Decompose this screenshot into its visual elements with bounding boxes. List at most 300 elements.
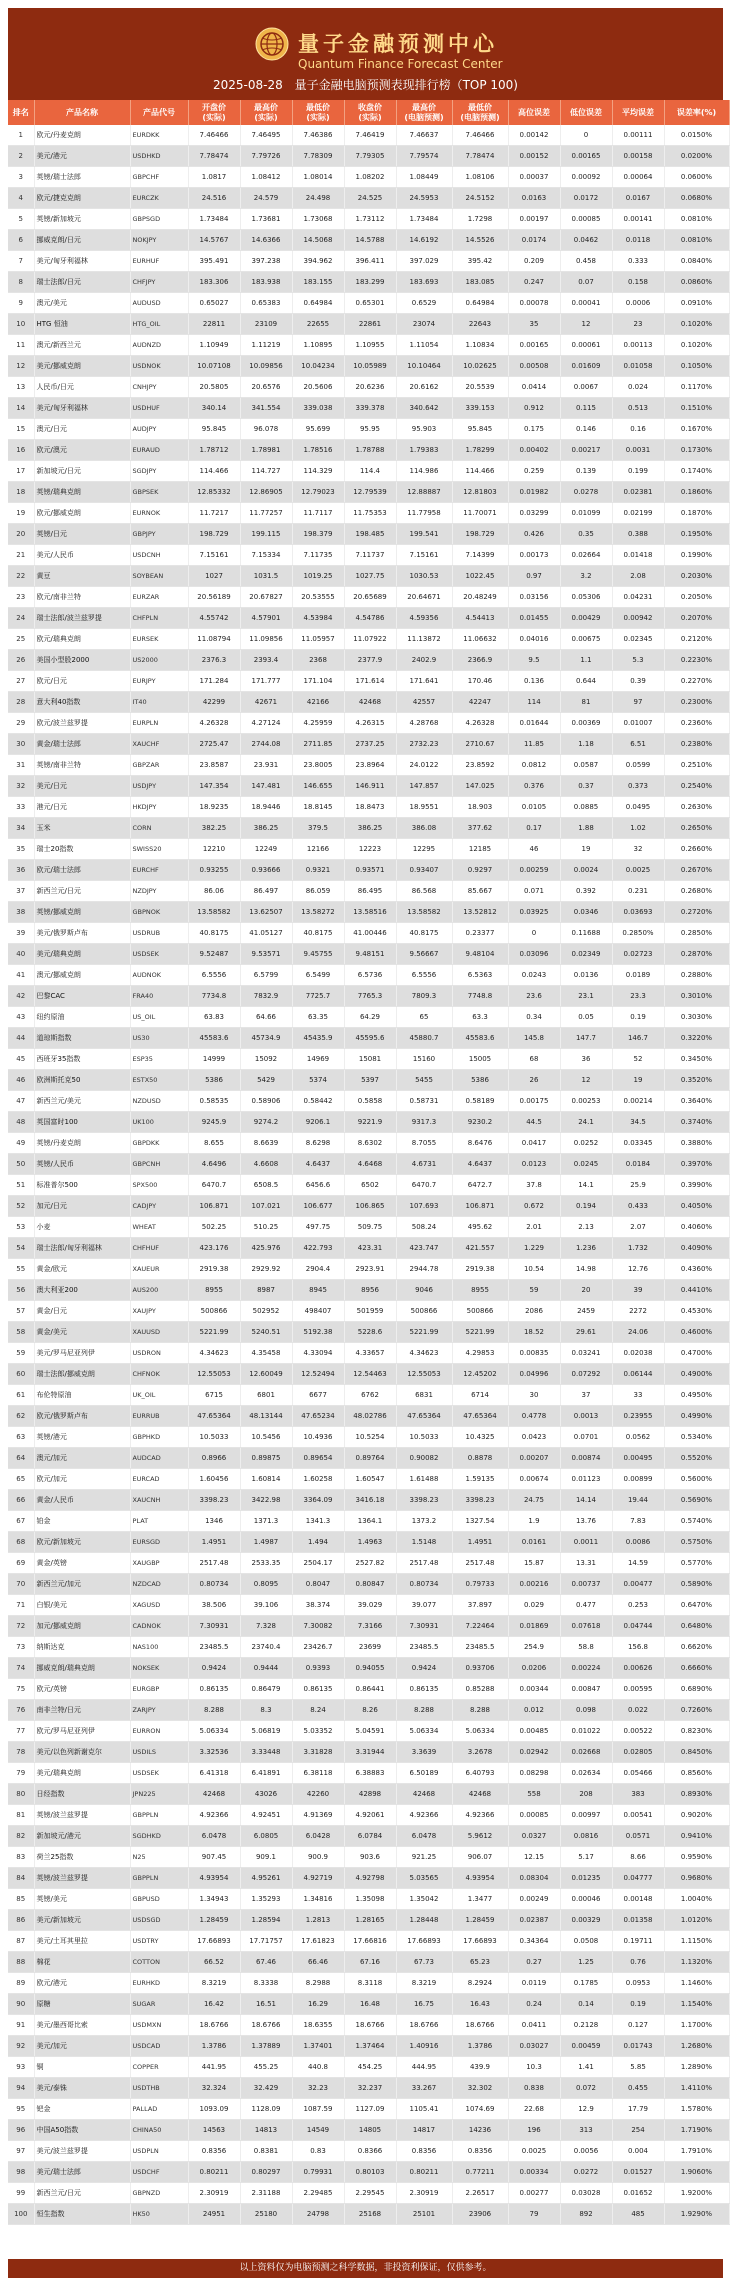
- table-cell: 0.0423: [508, 1427, 560, 1448]
- table-cell: GBPSGD: [130, 209, 188, 230]
- table-cell: 20.65689: [344, 587, 396, 608]
- table-cell: 12.85332: [188, 482, 240, 503]
- table-cell: 10.3: [508, 2057, 560, 2078]
- table-cell: 198.485: [344, 524, 396, 545]
- table-cell: 0.0105: [508, 797, 560, 818]
- table-row: [8, 1973, 729, 1994]
- table-cell: 0.05: [560, 1007, 612, 1028]
- table-cell: 14999: [188, 1049, 240, 1070]
- table-cell: 7.22464: [452, 1616, 508, 1637]
- table-cell: 10.5456: [240, 1427, 292, 1448]
- table-cell: 500866: [188, 1301, 240, 1322]
- table-cell: 24.06: [612, 1322, 664, 1343]
- table-cell: 24.498: [292, 188, 344, 209]
- table-cell: 0.00152: [508, 146, 560, 167]
- table-cell: 2.08: [612, 566, 664, 587]
- table-cell: 62: [8, 1406, 34, 1427]
- table-cell: 17.66816: [344, 1931, 396, 1952]
- table-cell: 10.09856: [240, 356, 292, 377]
- table-cell: 1.78981: [240, 440, 292, 461]
- table-cell: 903.6: [344, 1847, 396, 1868]
- table-cell: 0.00175: [508, 1091, 560, 1112]
- table-cell-error-rate: 0.6660%: [664, 1658, 729, 1679]
- column-header: 最低价 (实际): [292, 100, 344, 125]
- table-cell: 0.199: [612, 461, 664, 482]
- table-cell: 97: [612, 692, 664, 713]
- table-cell-error-rate: 0.3990%: [664, 1175, 729, 1196]
- table-cell: 0.0508: [560, 1931, 612, 1952]
- table-cell: 17.66893: [188, 1931, 240, 1952]
- table-cell: 45880.7: [396, 1028, 452, 1049]
- table-cell: 8: [8, 272, 34, 293]
- table-cell: 1364.1: [344, 1511, 396, 1532]
- table-cell: 15.87: [508, 1553, 560, 1574]
- column-header: 最高价 (电脑预测): [396, 100, 452, 125]
- table-row: [8, 1028, 729, 1049]
- column-header: 收盘价 (实际): [344, 100, 396, 125]
- table-row: [8, 1847, 729, 1868]
- table-cell: 0.0136: [560, 965, 612, 986]
- table-cell: 0.455: [612, 2078, 664, 2099]
- table-cell: 500866: [452, 1301, 508, 1322]
- table-cell: 0.02381: [612, 482, 664, 503]
- table-cell: 8.24: [292, 1700, 344, 1721]
- table-cell: 340.14: [188, 398, 240, 419]
- table-cell: 1.28459: [452, 1910, 508, 1931]
- table-cell: 20.53555: [292, 587, 344, 608]
- table-cell-error-rate: 0.0810%: [664, 230, 729, 251]
- table-cell: 170.46: [452, 671, 508, 692]
- table-cell: 95.699: [292, 419, 344, 440]
- table-cell: 20.5606: [292, 377, 344, 398]
- table-cell: 0.00142: [508, 125, 560, 146]
- table-cell: 2944.78: [396, 1259, 452, 1280]
- table-cell: 12.55053: [396, 1364, 452, 1385]
- table-cell: 14236: [452, 2120, 508, 2141]
- table-cell: 意大利40指数: [34, 692, 130, 713]
- table-cell: 0.0252: [560, 1133, 612, 1154]
- table-cell: 0.00037: [508, 167, 560, 188]
- table-cell: 0.93706: [452, 1658, 508, 1679]
- table-cell-error-rate: 0.3970%: [664, 1154, 729, 1175]
- table-cell: 23.8964: [344, 755, 396, 776]
- table-cell: 9230.2: [452, 1112, 508, 1133]
- table-cell: 0.80211: [396, 2162, 452, 2183]
- table-cell: 12295: [396, 839, 452, 860]
- table-cell: 2.29545: [344, 2183, 396, 2204]
- footer-disclaimer: 以上资料仅为电脑预测之科学数据，非投资利保证，仅供参考。: [8, 2259, 723, 2278]
- table-cell: 2725.47: [188, 734, 240, 755]
- table-cell: 35: [8, 839, 34, 860]
- table-cell: 0.644: [560, 671, 612, 692]
- table-cell: 10.04234: [292, 356, 344, 377]
- table-cell: 新加坡元/港元: [34, 1826, 130, 1847]
- table-cell: 0.209: [508, 251, 560, 272]
- table-cell: 394.962: [292, 251, 344, 272]
- table-cell: 0.00046: [560, 1889, 612, 1910]
- table-cell: 51: [8, 1175, 34, 1196]
- table-cell-error-rate: 0.5690%: [664, 1490, 729, 1511]
- table-cell: 8.6639: [240, 1133, 292, 1154]
- table-cell: 0.072: [560, 2078, 612, 2099]
- table-cell: 54: [8, 1238, 34, 1259]
- report-header: [8, 8, 723, 100]
- table-cell: 0.58189: [452, 1091, 508, 1112]
- table-cell: 5.06334: [188, 1721, 240, 1742]
- table-cell: 892: [560, 2204, 612, 2225]
- table-cell: 6.0478: [188, 1826, 240, 1847]
- table-cell-error-rate: 0.4090%: [664, 1238, 729, 1259]
- table-row: [8, 209, 729, 230]
- table-cell: 2517.48: [396, 1553, 452, 1574]
- table-cell: 欧元/俄罗斯卢布: [34, 1406, 130, 1427]
- table-cell: 9206.1: [292, 1112, 344, 1133]
- table-row: [8, 545, 729, 566]
- ranking-table: [8, 100, 730, 2225]
- table-cell: 0.00141: [612, 209, 664, 230]
- table-cell: EURCAD: [130, 1469, 188, 1490]
- table-cell: 43026: [240, 1784, 292, 1805]
- table-cell: 13: [8, 377, 34, 398]
- table-cell: XAGUSD: [130, 1595, 188, 1616]
- table-cell: 20.56189: [188, 587, 240, 608]
- table-row: [8, 2120, 729, 2141]
- table-cell: 19: [8, 503, 34, 524]
- table-cell: 1.10834: [452, 335, 508, 356]
- table-cell: 7.11735: [292, 545, 344, 566]
- table-cell: 422.793: [292, 1238, 344, 1259]
- table-cell: 26: [8, 650, 34, 671]
- table-cell: 0.89654: [292, 1448, 344, 1469]
- table-cell: 6.50189: [396, 1763, 452, 1784]
- table-cell: 382.25: [188, 818, 240, 839]
- table-cell: 0.02387: [508, 1910, 560, 1931]
- table-cell: 7.78309: [292, 146, 344, 167]
- table-cell: 0.0816: [560, 1826, 612, 1847]
- table-row: [8, 1994, 729, 2015]
- table-cell: 510.25: [240, 1217, 292, 1238]
- table-cell: 0.11688: [560, 923, 612, 944]
- table-cell: 0.00078: [508, 293, 560, 314]
- table-row: [8, 1763, 729, 1784]
- table-cell: 20.64671: [396, 587, 452, 608]
- table-cell: 美元/港元: [34, 146, 130, 167]
- table-cell: 瑞士法郎/挪威克朗: [34, 1364, 130, 1385]
- table-cell: 100: [8, 2204, 34, 2225]
- table-cell: NOKJPY: [130, 230, 188, 251]
- table-cell: 95.845: [452, 419, 508, 440]
- table-cell: 18: [8, 482, 34, 503]
- table-cell: 6801: [240, 1385, 292, 1406]
- table-cell: 12.86905: [240, 482, 292, 503]
- table-cell: 9.52487: [188, 944, 240, 965]
- table-cell: 90: [8, 1994, 34, 2015]
- table-row: [8, 1070, 729, 1091]
- table-cell: 86.059: [292, 881, 344, 902]
- table-cell-error-rate: 0.2070%: [664, 608, 729, 629]
- table-cell: 美元/日元: [34, 776, 130, 797]
- table-cell: AUDNOK: [130, 965, 188, 986]
- table-cell-error-rate: 0.6890%: [664, 1679, 729, 1700]
- table-cell: 6: [8, 230, 34, 251]
- table-cell: 1.4951: [452, 1532, 508, 1553]
- table-cell: 454.25: [344, 2057, 396, 2078]
- table-cell: 20: [560, 1280, 612, 1301]
- table-cell: 4.35458: [240, 1343, 292, 1364]
- table-cell: 1.9: [508, 1511, 560, 1532]
- table-cell: 1105.41: [396, 2099, 452, 2120]
- table-cell: 42299: [188, 692, 240, 713]
- table-cell: 美元/土耳其里拉: [34, 1931, 130, 1952]
- table-cell: 39: [612, 1280, 664, 1301]
- table-cell: 43: [8, 1007, 34, 1028]
- table-cell: 0.373: [612, 776, 664, 797]
- table-cell: 42: [8, 986, 34, 1007]
- table-cell: 15005: [452, 1049, 508, 1070]
- table-cell: 0.0278: [560, 482, 612, 503]
- table-cell: 欧元/英镑: [34, 1679, 130, 1700]
- table-cell: 原糖: [34, 1994, 130, 2015]
- table-cell: 6714: [452, 1385, 508, 1406]
- table-cell: 63.3: [452, 1007, 508, 1028]
- table-cell: 32.237: [344, 2078, 396, 2099]
- table-cell: 99: [8, 2183, 34, 2204]
- table-cell: 14.6366: [240, 230, 292, 251]
- table-cell: 8987: [240, 1280, 292, 1301]
- table-cell: 1.732: [612, 1238, 664, 1259]
- table-cell: 2533.35: [240, 1553, 292, 1574]
- table-cell: 14.14: [560, 1490, 612, 1511]
- table-cell: 42468: [344, 692, 396, 713]
- table-cell: 2.01: [508, 1217, 560, 1238]
- table-cell: 14969: [292, 1049, 344, 1070]
- table-cell: 道琼斯指数: [34, 1028, 130, 1049]
- table-row: [8, 1700, 729, 1721]
- table-cell: 11.77257: [240, 503, 292, 524]
- table-cell: 0.9393: [292, 1658, 344, 1679]
- table-cell: 558: [508, 1784, 560, 1805]
- table-cell: 1.10949: [188, 335, 240, 356]
- report-title-row: [8, 76, 723, 93]
- table-cell: 9.48104: [452, 944, 508, 965]
- table-cell: 440.8: [292, 2057, 344, 2078]
- table-cell: 澳元/新西兰元: [34, 335, 130, 356]
- table-cell: 13.62507: [240, 902, 292, 923]
- table-cell: 18.8473: [344, 797, 396, 818]
- table-cell: 94: [8, 2078, 34, 2099]
- table-cell: 加元/挪威克朗: [34, 1616, 130, 1637]
- table-cell: 2: [8, 146, 34, 167]
- table-cell: 7.46419: [344, 125, 396, 146]
- table-cell: 4.6468: [344, 1154, 396, 1175]
- table-cell: 0.0123: [508, 1154, 560, 1175]
- table-cell: 96: [8, 2120, 34, 2141]
- table-cell: 23906: [452, 2204, 508, 2225]
- table-cell: 黄金/欧元: [34, 1259, 130, 1280]
- table-cell: 65: [396, 1007, 452, 1028]
- table-cell: 1.60547: [344, 1469, 396, 1490]
- table-cell: 5221.99: [452, 1322, 508, 1343]
- table-cell: 4.54786: [344, 608, 396, 629]
- table-row: [8, 1490, 729, 1511]
- table-cell: CHFJPY: [130, 272, 188, 293]
- table-cell: 0.00495: [612, 1448, 664, 1469]
- table-cell: 60: [8, 1364, 34, 1385]
- table-cell: 92: [8, 2036, 34, 2057]
- table-cell: 23485.5: [452, 1637, 508, 1658]
- table-cell: 1.79383: [396, 440, 452, 461]
- table-cell-error-rate: 1.1320%: [664, 1952, 729, 1973]
- table-cell: 1.28448: [396, 1910, 452, 1931]
- table-row: [8, 1658, 729, 1679]
- table-cell: 1.37464: [344, 2036, 396, 2057]
- table-cell: 欧元/波兰兹罗提: [34, 713, 130, 734]
- table-cell: 0.2128: [560, 2015, 612, 2036]
- table-cell: 1.78712: [188, 440, 240, 461]
- table-cell: 32: [8, 776, 34, 797]
- table-cell: 0.0562: [612, 1427, 664, 1448]
- table-cell: 42166: [292, 692, 344, 713]
- table-cell: 386.25: [240, 818, 292, 839]
- table-cell: 18.6766: [396, 2015, 452, 2036]
- table-cell: EURGBP: [130, 1679, 188, 1700]
- table-cell: 59: [508, 1280, 560, 1301]
- table-cell: 12: [560, 314, 612, 335]
- table-cell: 0.58535: [188, 1091, 240, 1112]
- table-cell: 45: [8, 1049, 34, 1070]
- table-cell: GBPNOK: [130, 902, 188, 923]
- table-cell: EURCHF: [130, 860, 188, 881]
- table-cell: NZDCAD: [130, 1574, 188, 1595]
- table-cell: 39: [8, 923, 34, 944]
- table-cell: 0.64984: [452, 293, 508, 314]
- table-cell: 日经指数: [34, 1784, 130, 1805]
- table-cell: 0.00344: [508, 1679, 560, 1700]
- table-cell: 欧元/新加坡元: [34, 1532, 130, 1553]
- table-cell: 0.86135: [396, 1679, 452, 1700]
- table-cell: NAS100: [130, 1637, 188, 1658]
- table-cell: EURHUF: [130, 251, 188, 272]
- table-cell: 40.8175: [292, 923, 344, 944]
- table-cell: 白银/美元: [34, 1595, 130, 1616]
- table-cell: 瑞士20指数: [34, 839, 130, 860]
- table-cell: 0.03156: [508, 587, 560, 608]
- table-cell: 183.938: [240, 272, 292, 293]
- table-cell: 0.00541: [612, 1805, 664, 1826]
- table-row: [8, 461, 729, 482]
- table-cell: 1.61488: [396, 1469, 452, 1490]
- table-cell: CORN: [130, 818, 188, 839]
- table-row: [8, 1133, 729, 1154]
- table-cell-error-rate: 0.2510%: [664, 755, 729, 776]
- table-cell: 新西兰元/加元: [34, 1574, 130, 1595]
- table-cell: 8.288: [452, 1700, 508, 1721]
- table-cell: 183.155: [292, 272, 344, 293]
- table-cell: 0.672: [508, 1196, 560, 1217]
- table-cell: 13.52812: [452, 902, 508, 923]
- table-cell: 1327.54: [452, 1511, 508, 1532]
- table-row: [8, 314, 729, 335]
- table-cell: 7.15161: [188, 545, 240, 566]
- table-cell: 0.0056: [560, 2141, 612, 2162]
- table-cell: GBPPLN: [130, 1805, 188, 1826]
- table-cell: 8.66: [612, 1847, 664, 1868]
- table-cell: 114.986: [396, 461, 452, 482]
- table-cell-error-rate: 0.3010%: [664, 986, 729, 1007]
- table-cell-error-rate: 0.9590%: [664, 1847, 729, 1868]
- table-cell: 0.0118: [612, 230, 664, 251]
- table-cell: 0.0414: [508, 377, 560, 398]
- table-cell: 0.00277: [508, 2183, 560, 2204]
- table-cell: 8.2988: [292, 1973, 344, 1994]
- table-cell: 32.324: [188, 2078, 240, 2099]
- table-cell: 1.28459: [188, 1910, 240, 1931]
- table-cell: 0.024: [612, 377, 664, 398]
- table-cell: 17.66893: [452, 1931, 508, 1952]
- table-cell-error-rate: 1.1540%: [664, 1994, 729, 2015]
- table-cell: 69: [8, 1553, 34, 1574]
- table-cell: 6470.7: [188, 1175, 240, 1196]
- table-cell: 909.1: [240, 1847, 292, 1868]
- table-cell: 495.62: [452, 1217, 508, 1238]
- table-cell: 11.75353: [344, 503, 396, 524]
- table-cell: 4.92366: [452, 1805, 508, 1826]
- table-cell-error-rate: 0.0810%: [664, 209, 729, 230]
- table-cell: 4.54413: [452, 608, 508, 629]
- table-cell: 17.71757: [240, 1931, 292, 1952]
- table-cell: 1.73681: [240, 209, 292, 230]
- table-cell: 20.67827: [240, 587, 292, 608]
- table-cell: 黄金/美元: [34, 1322, 130, 1343]
- table-cell: 0.00847: [560, 1679, 612, 1700]
- table-cell: 2923.91: [344, 1259, 396, 1280]
- table-cell: 59: [8, 1343, 34, 1364]
- table-row: [8, 1322, 729, 1343]
- table-cell: 1.4951: [188, 1532, 240, 1553]
- table-cell: 0.23377: [452, 923, 508, 944]
- table-cell: 11.85: [508, 734, 560, 755]
- table-cell: 1.229: [508, 1238, 560, 1259]
- table-cell: 0.01527: [612, 2162, 664, 2183]
- table-cell: 254: [612, 2120, 664, 2141]
- table-cell: 12.76: [612, 1259, 664, 1280]
- table-cell: 英镑/港元: [34, 1427, 130, 1448]
- table-cell: 183.693: [396, 272, 452, 293]
- table-cell: UK100: [130, 1112, 188, 1133]
- table-cell: 3416.18: [344, 1490, 396, 1511]
- table-cell: EURDKK: [130, 125, 188, 146]
- table-cell: 5374: [292, 1070, 344, 1091]
- table-row: [8, 1154, 729, 1175]
- table-cell: 0.0184: [612, 1154, 664, 1175]
- table-cell: 12210: [188, 839, 240, 860]
- table-row: [8, 398, 729, 419]
- table-cell: 7.30931: [188, 1616, 240, 1637]
- table-cell: 49: [8, 1133, 34, 1154]
- table-cell: 0.35: [560, 524, 612, 545]
- table-cell: 1: [8, 125, 34, 146]
- table-cell: 25.9: [612, 1175, 664, 1196]
- table-cell: 1.236: [560, 1238, 612, 1259]
- table-cell-error-rate: 0.9410%: [664, 1826, 729, 1847]
- table-cell: 5221.99: [396, 1322, 452, 1343]
- table-cell: 挪威克朗/日元: [34, 230, 130, 251]
- table-cell: 1.18: [560, 734, 612, 755]
- table-cell: 0.86135: [188, 1679, 240, 1700]
- table-cell: 0.0161: [508, 1532, 560, 1553]
- table-cell: 0.8356: [396, 2141, 452, 2162]
- table-cell: 97: [8, 2141, 34, 2162]
